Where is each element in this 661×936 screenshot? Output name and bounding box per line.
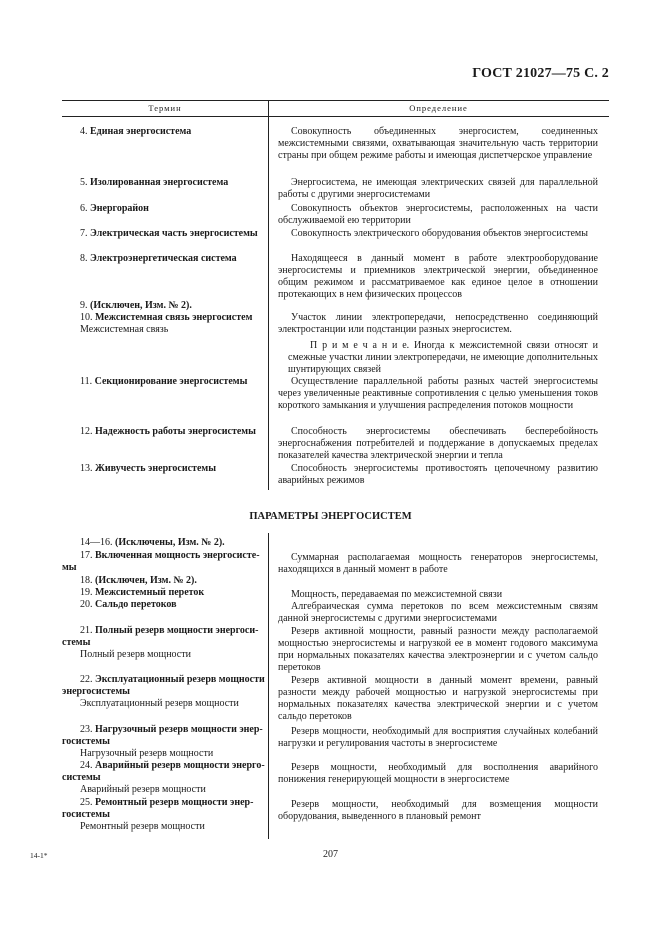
definition-row-17: Суммарная располагаемая мощность генераторов энергосистемы, находящихся в данный момент в работе <box>278 552 598 575</box>
term-row-23-synonym: Нагрузочный резерв мощности <box>80 748 214 759</box>
term-row-22: 22. Эксплуатационный резерв мощности <box>80 674 265 685</box>
column-divider-bottom <box>268 533 269 839</box>
term-row-6: 6. Энергорайон <box>80 203 149 214</box>
definition-row-8: Находящееся в данный момент в работе электрооборудование энергосистемы и приемников электрической энергии, объединенное общим режимом и рассматриваемое как единое целое в отношении протекающих в нем физических процессов <box>278 253 598 300</box>
term-row-19: 19. Межсистемный переток <box>80 587 205 598</box>
term-row-24-cont: системы <box>62 772 101 783</box>
term-row-22-synonym: Эксплуатационный резерв мощности <box>80 698 239 709</box>
term-row-10-synonym: Межсистемная связь <box>80 324 169 335</box>
definition-row-5: Энергосистема, не имеющая электрических связей для параллельной работы с другими энергосистемами <box>278 177 598 200</box>
definition-row-22: Резерв активной мощности в данный момент времени, равный разности между рабочей мощностью и нагрузкой энергосистемы при нормальных показателях качества электрической энергии и с учетом сальдо перетоков <box>278 675 598 722</box>
term-row-25-cont: госистемы <box>62 809 110 820</box>
term-column-header: Термин <box>148 103 182 113</box>
definition-row-25: Резерв мощности, необходимый для возмещения мощности оборудования, выведенного в плановый ремонт <box>278 799 598 822</box>
definition-row-6: Совокупность объектов энергосистемы, расположенных на части обслуживаемой ею территории <box>278 203 598 226</box>
term-row-23-cont: госистемы <box>62 736 110 747</box>
definition-row-11: Осуществление параллельной работы разных частей энергосистемы через увеличенные реактивные сопротивления с целью уменьшения токов короткого замыкания и улучшения распределения потоков мощности <box>278 376 598 411</box>
term-row-22-cont: энергосистемы <box>62 686 130 697</box>
table-header-rule <box>62 116 609 117</box>
term-row-24-synonym: Аварийный резерв мощности <box>80 784 206 795</box>
term-row-20: 20. Сальдо перетоков <box>80 599 177 610</box>
term-row-11: 11. Секционирование энергосистемы <box>80 376 248 387</box>
page-number: 207 <box>323 849 338 860</box>
section-title: ПАРАМЕТРЫ ЭНЕРГОСИСТЕМ <box>249 511 412 522</box>
term-row-10: 10. Межсистемная связь энергосистем <box>80 312 253 323</box>
definition-row-7: Совокупность электрического оборудования объектов энергосистемы <box>291 228 588 239</box>
term-row-21: 21. Полный резерв мощности энергоси- <box>80 625 259 636</box>
footer-code: 14-1* <box>30 851 48 860</box>
page-header: ГОСТ 21027—75 С. 2 <box>472 66 609 81</box>
term-row-7: 7. Электрическая часть энергосистемы <box>80 228 258 239</box>
definition-row-19: Мощность, передаваемая по межсистемной связи <box>291 589 503 600</box>
term-row-8: 8. Электроэнергетическая система <box>80 253 237 264</box>
term-row-24: 24. Аварийный резерв мощности энерго- <box>80 760 265 771</box>
definition-row-12: Способность энергосистемы обеспечивать бесперебойность энергоснабжения потребителей и поддержание в допускаемых пределах показателей качества электрической энергии и тепла <box>278 426 598 461</box>
term-row-13: 13. Живучесть энергосистемы <box>80 463 217 474</box>
term-row-18: 18. (Исключен, Изм. № 2). <box>80 575 197 586</box>
term-row-14-16: 14—16. (Исключены, Изм. № 2). <box>80 537 225 548</box>
term-row-21-cont: стемы <box>62 637 91 648</box>
definition-column-header: Определение <box>409 103 468 113</box>
column-divider-top <box>268 100 269 490</box>
definition-row-20: Алгебраическая сумма перетоков по всем межсистемным связям данной энергосистемы с другими энергосистемами <box>278 601 598 624</box>
definition-row-13: Способность энергосистемы противостоять цепочечному развитию аварийных режимов <box>278 463 598 486</box>
term-row-17: 17. Включенная мощность энергосисте- <box>80 550 260 561</box>
definition-row-21: Резерв активной мощности, равный разности между располагаемой мощностью энергосистемы и нагрузкой ее в момент годового максимума при нормальных показателях качества электроэнергии и с учетом сальдо перетоков <box>278 626 598 673</box>
term-row-9: 9. (Исключен, Изм. № 2). <box>80 300 192 311</box>
term-row-17-cont: мы <box>62 562 77 573</box>
definition-row-10: Участок линии электропередачи, непосредственно соединяющий электростанции или подстанции разных энергосистем. <box>278 312 598 335</box>
definition-row-23: Резерв мощности, необходимый для восприятия случайных колебаний нагрузки и регулирования частоты в энергосистеме <box>278 726 598 749</box>
term-row-25-synonym: Ремонтный резерв мощности <box>80 821 205 832</box>
term-row-21-synonym: Полный резерв мощности <box>80 649 191 660</box>
term-row-5: 5. Изолированная энергосистема <box>80 177 229 188</box>
term-row-4: 4. Единая энергосистема <box>80 126 192 137</box>
term-row-12: 12. Надежность работы энергосистемы <box>80 426 256 437</box>
table-top-rule <box>62 100 609 101</box>
note-row-10: П р и м е ч а н и е. Иногда к межсистемной связи относят и смежные участки линии электропередачи, не имеющие дополнительных шунтирующих связей <box>288 340 598 375</box>
definition-row-4: Совокупность объединенных энергосистем, соединенных межсистемными связями, охватывающая значительную часть территории страны при общем режиме работы и имеющая диспетчерское управление <box>278 126 598 161</box>
term-row-23: 23. Нагрузочный резерв мощности энер- <box>80 724 263 735</box>
definition-row-24: Резерв мощности, необходимый для восполнения аварийного понижения генерирующей мощности в энергосистеме <box>278 762 598 785</box>
term-row-25: 25. Ремонтный резерв мощности энер- <box>80 797 254 808</box>
